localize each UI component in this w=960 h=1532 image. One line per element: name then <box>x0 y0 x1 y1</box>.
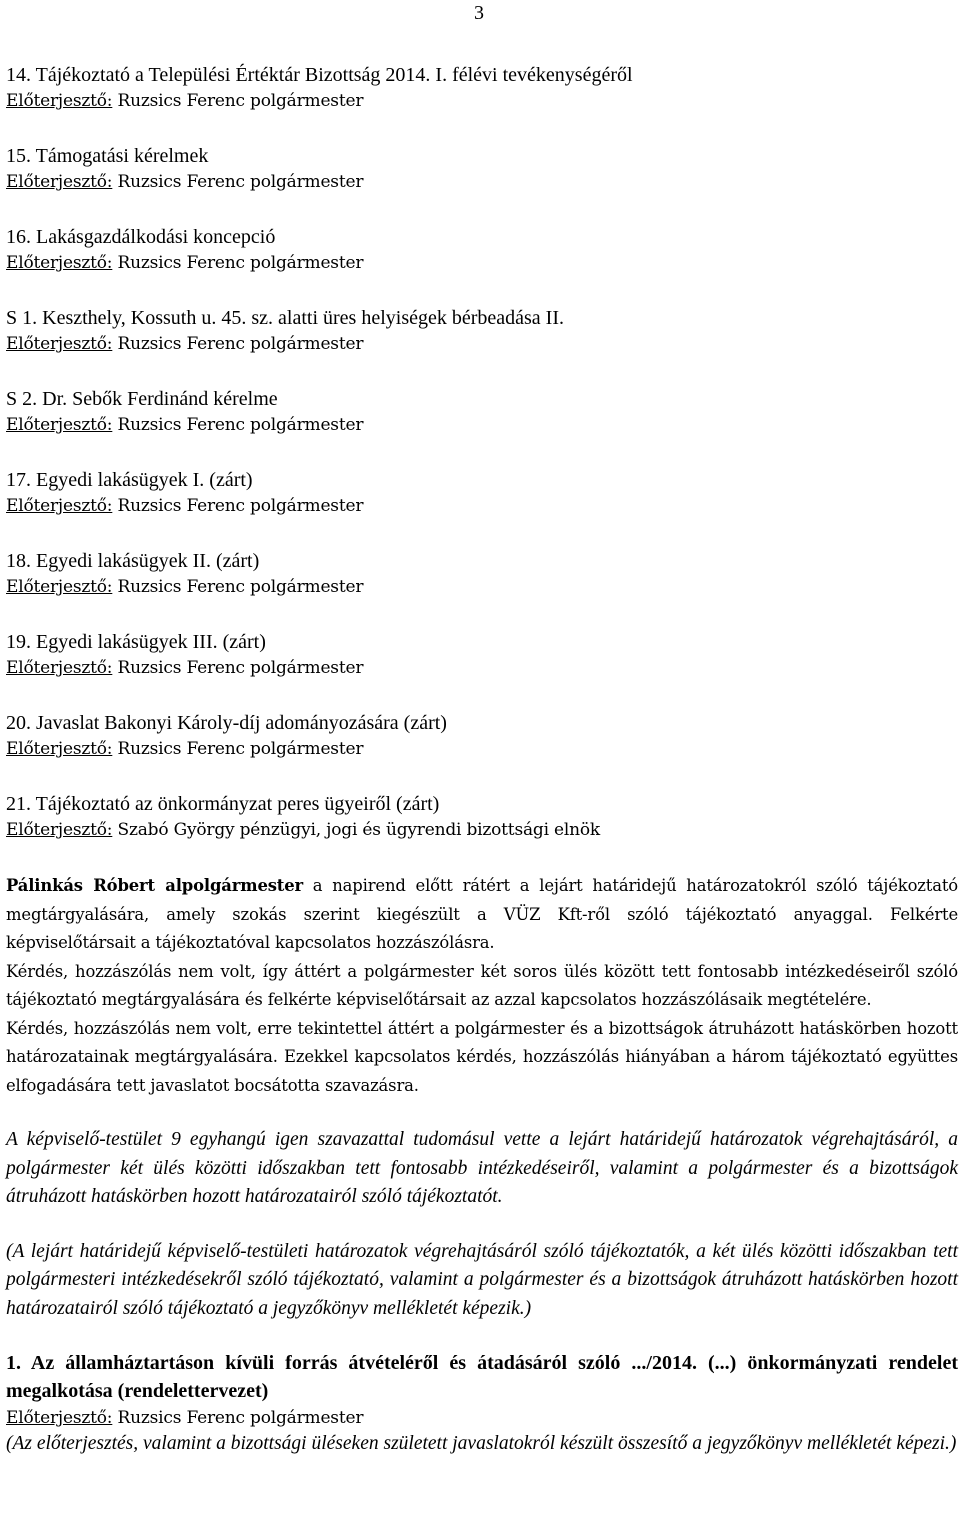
next-agenda-note: (Az előterjesztés, valamint a bizottsági üléseken született javaslatokról készült összesítő a jegyzőkönyv mellékletét képezi.) <box>6 1433 957 1454</box>
agenda-item-presenter <box>6 412 958 438</box>
agenda-item-title: 15. Támogatási kérelmek <box>6 145 209 167</box>
agenda-item <box>6 791 958 843</box>
agenda-item <box>6 548 958 600</box>
minutes-paragraph-3: Kérdés, hozzászólás nem volt, erre tekintettel áttért a polgármester és a bizottságok átruházott hatáskörben hozott határozatainak megtárgyalására. Ezekkel kapcsolatos kérdés, hozzászólás hiányában a három tájékoztató együttes elfogadására tett javaslatot bocsátotta szavazásra. <box>6 1018 958 1095</box>
presenter-label: Előterjesztő: <box>6 172 113 192</box>
agenda-item <box>6 143 958 195</box>
agenda-item <box>6 467 958 519</box>
presenter-name: Ruzsics Ferenc polgármester <box>117 496 364 516</box>
agenda-item-presenter <box>6 88 958 114</box>
agenda-item-presenter <box>6 736 958 762</box>
agenda-item-title: 19. Egyedi lakásügyek III. (zárt) <box>6 631 266 653</box>
presenter-label: Előterjesztő: <box>6 577 113 597</box>
next-agenda-title: 1. Az államháztartáson kívüli forrás átvételéről és átadásáról szóló .../2014. (...) önkormányzati rendelet megalkotása (rendelettervezet) <box>6 1352 958 1402</box>
presenter-label: Előterjesztő: <box>6 415 113 435</box>
presenter-label: Előterjesztő: <box>6 658 113 678</box>
agenda-item-title: 21. Tájékoztató az önkormányzat peres ügyeiről (zárt) <box>6 793 440 815</box>
agenda-item <box>6 224 958 276</box>
agenda-list <box>6 62 958 843</box>
spacer <box>6 1100 958 1126</box>
agenda-item-presenter <box>6 817 958 843</box>
minutes-text-1: a napirend előtt rátért a lejárt határidejű határozatokról szóló tájékoztató megtárgyalására, amely szokás szerint kiegészült a VÜZ Kft-ről szóló tájékoztató anyaggal. Felkérte képviselőtársait a tájékoztatóval kapcsolatos hozzászólásra. <box>6 876 958 952</box>
attachment-note: (A lejárt határidejű képviselő-testületi határozatok végrehajtásáról szóló tájékoztatók, a két ülés közötti időszakban tett polgármesteri intézkedésekről szóló tájékoztató, valamint a polgármester és a bizottságok átruházott hatáskörben hozott határozatairól szóló tájékoztató a jegyzőkönyv mellékletét képezik.) <box>6 1240 958 1319</box>
agenda-item-title: S 1. Keszthely, Kossuth u. 45. sz. alatti üres helyiségek bérbeadása II. <box>6 307 564 329</box>
agenda-item-presenter <box>6 574 958 600</box>
presenter-name: Ruzsics Ferenc polgármester <box>117 334 364 354</box>
agenda-item <box>6 629 958 681</box>
presenter-label: Előterjesztő: <box>6 253 113 273</box>
presenter-label: Előterjesztő: <box>6 1408 113 1428</box>
presenter-label: Előterjesztő: <box>6 820 113 840</box>
agenda-item-title: 17. Egyedi lakásügyek I. (zárt) <box>6 469 253 491</box>
presenter-name: Ruzsics Ferenc polgármester <box>117 739 364 759</box>
spacer <box>6 1212 958 1238</box>
agenda-item-presenter <box>6 655 958 681</box>
agenda-item-title: 20. Javaslat Bakonyi Károly-díj adományozására (zárt) <box>6 712 447 734</box>
presenter-name: Ruzsics Ferenc polgármester <box>117 577 364 597</box>
agenda-item <box>6 710 958 762</box>
presenter-name: Ruzsics Ferenc polgármester <box>117 1408 364 1428</box>
agenda-item-title: 16. Lakásgazdálkodási koncepció <box>6 226 276 248</box>
presenter-name: Ruzsics Ferenc polgármester <box>117 253 364 273</box>
spacer <box>6 1323 958 1349</box>
agenda-item <box>6 386 958 438</box>
agenda-item-title: 18. Egyedi lakásügyek II. (zárt) <box>6 550 260 572</box>
decision-text: A képviselő-testület 9 egyhangú igen szavazattal tudomásul vette a lejárt határidejű határozatok végrehajtásáról, a polgármester két ülés közötti időszakban tett fontosabb intézkedéseiről, valamint a polgármester és a bizottságok átruházott hatáskörben hozott határozatairól szóló tájékoztatót. <box>6 1129 958 1207</box>
presenter-label: Előterjesztő: <box>6 334 113 354</box>
agenda-item-presenter <box>6 493 958 519</box>
minutes-paragraph-2: Kérdés, hozzászólás nem volt, így áttért a polgármester két soros ülés között tett fontosabb intézkedéseiről szóló tájékoztató megtárgyalására és felkérte képviselőtársait az azzal kapcsolatos hozzászólásaik megtételére. <box>6 961 958 1009</box>
presenter-label: Előterjesztő: <box>6 91 113 111</box>
agenda-item <box>6 62 958 114</box>
speaker-name: Pálinkás Róbert alpolgármester <box>6 876 303 895</box>
presenter-name: Ruzsics Ferenc polgármester <box>117 91 364 111</box>
presenter-name: Ruzsics Ferenc polgármester <box>117 658 364 678</box>
presenter-name: Ruzsics Ferenc polgármester <box>117 415 364 435</box>
agenda-item-presenter <box>6 250 958 276</box>
agenda-item-presenter <box>6 331 958 357</box>
minutes-paragraph-1 <box>6 872 958 958</box>
agenda-item-title: S 2. Dr. Sebők Ferdinánd kérelme <box>6 388 278 410</box>
document-body <box>6 62 958 1457</box>
agenda-item-title: 14. Tájékoztató a Települési Értéktár Bizottság 2014. I. félévi tevékenységéről <box>6 64 633 86</box>
presenter-label: Előterjesztő: <box>6 496 113 516</box>
agenda-item-presenter <box>6 169 958 195</box>
presenter-name: Ruzsics Ferenc polgármester <box>117 172 364 192</box>
page-number: 3 <box>474 2 484 24</box>
presenter-name: Szabó György pénzügyi, jogi és ügyrendi bizottsági elnök <box>117 820 601 840</box>
agenda-item <box>6 305 958 357</box>
presenter-label: Előterjesztő: <box>6 739 113 759</box>
next-agenda-presenter <box>6 1405 958 1431</box>
